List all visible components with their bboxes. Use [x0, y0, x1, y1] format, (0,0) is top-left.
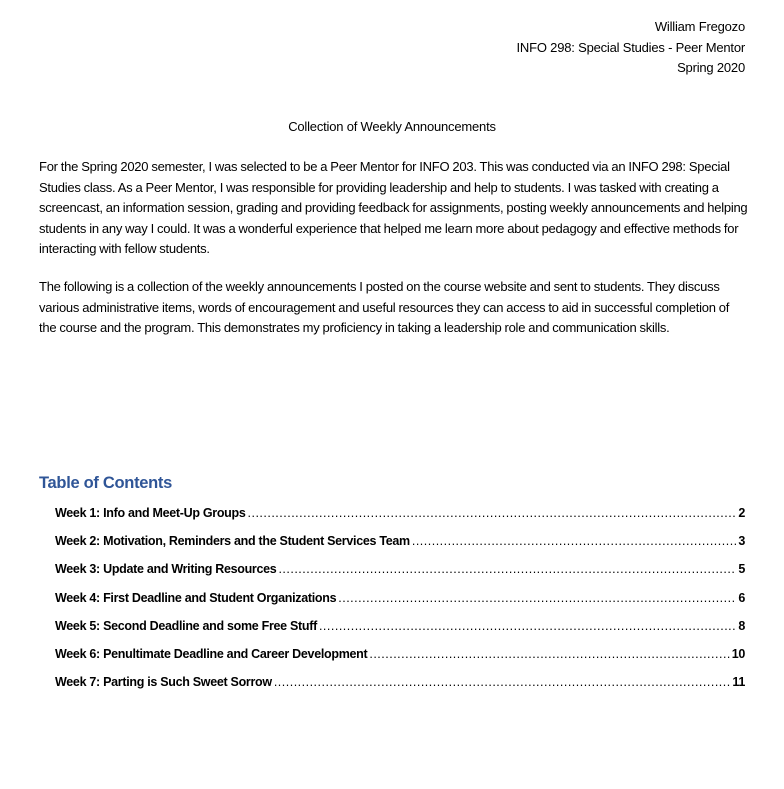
dot-leader — [278, 562, 736, 576]
toc-entry-label: Week 6: Penultimate Deadline and Career Development — [55, 646, 368, 661]
toc-page-number: 8 — [738, 618, 745, 633]
document-header — [517, 17, 745, 79]
author-name: William Fregozo — [654, 19, 745, 34]
toc-entry-week-5[interactable] — [55, 619, 745, 647]
toc-entry-week-2[interactable] — [55, 534, 745, 562]
toc-page-number: 10 — [731, 646, 745, 661]
toc-entry-week-4[interactable] — [55, 591, 745, 619]
toc-page-number: 3 — [738, 534, 745, 549]
toc-heading: Table of Contents — [39, 474, 173, 492]
toc-entry-label: Week 4: First Deadline and Student Organizations — [55, 590, 337, 605]
dot-leader — [248, 506, 737, 520]
toc-entry-label: Week 5: Second Deadline and some Free Stuff — [55, 618, 317, 633]
toc-entry-label: Week 1: Info and Meet-Up Groups — [55, 506, 246, 520]
document-title: Collection of Weekly Announcements — [288, 119, 496, 134]
toc-entry-week-7[interactable] — [55, 675, 745, 703]
toc-entry-week-3[interactable] — [55, 562, 745, 590]
toc-page-number: 5 — [738, 562, 745, 577]
dot-leader — [369, 647, 729, 661]
summary-paragraph: The following is a collection of the weekly announcements I posted on the course website and sent to students. They discuss various administrative items, words of encouragement and useful resources they can access to aid in successful completion of the course and the program. This demonstrates my proficiency in taking a leadership role and communication skills. — [39, 279, 730, 336]
dot-leader — [412, 534, 736, 548]
dot-leader — [319, 619, 736, 633]
term: Spring 2020 — [677, 60, 745, 75]
toc-entry-label: Week 7: Parting is Such Sweet Sorrow — [55, 675, 272, 690]
toc-page-number: 6 — [738, 590, 745, 605]
course-name: INFO 298: Special Studies - Peer Mentor — [516, 39, 745, 55]
toc-entry-week-6[interactable] — [55, 647, 745, 675]
toc-entry-week-1[interactable] — [55, 506, 745, 534]
intro-paragraph: For the Spring 2020 semester, I was selected to be a Peer Mentor for INFO 203. This was conducted via an INFO 298: Special Studies class. As a Peer Mentor, I was responsible for providing leadership and help to students. I was tasked with creating a screencast, an information session, grading and providing feedback for assignments, posting weekly announcements and helping students in any way I could. It was a wonderful experience that helped me learn more about pedagogy and effective methods for interacting with fellow students. — [39, 159, 748, 257]
toc-entry-label: Week 2: Motivation, Reminders and the Student Services Team — [55, 534, 410, 549]
dot-leader — [274, 675, 731, 689]
toc-entry-label: Week 3: Update and Writing Resources — [55, 562, 277, 577]
dot-leader — [338, 591, 736, 605]
toc-page-number: 11 — [732, 675, 745, 690]
toc-page-number: 2 — [738, 506, 745, 520]
table-of-contents — [55, 506, 745, 703]
